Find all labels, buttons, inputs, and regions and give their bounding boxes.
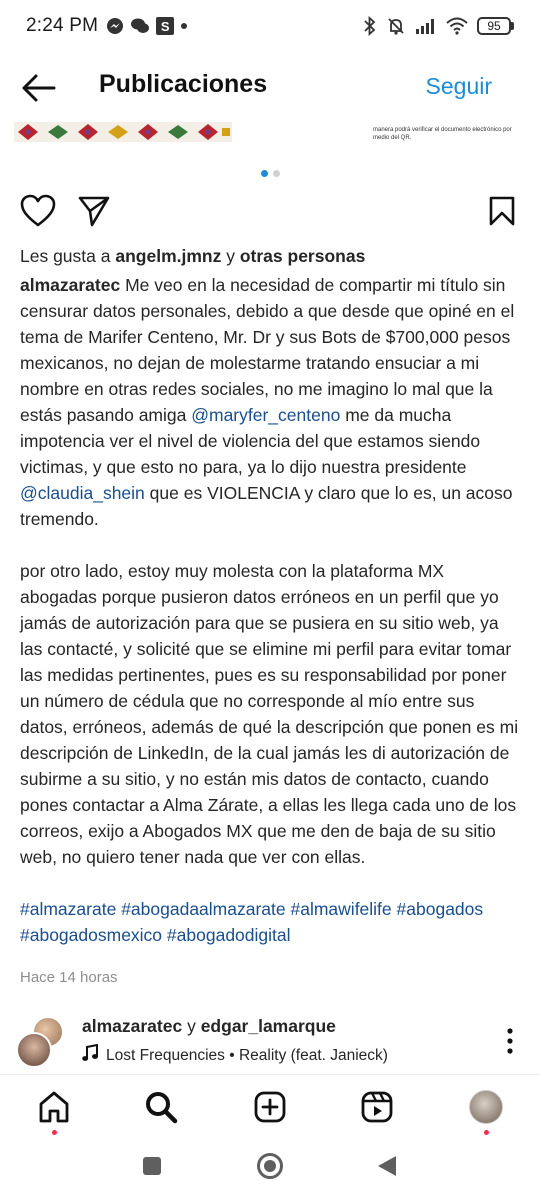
like-heart-icon[interactable] xyxy=(20,194,56,233)
post-timestamp: Hace 14 horas xyxy=(20,969,118,986)
caption-text-1c: que es VIOLENCIA y claro que lo es, un acoso tremendo. xyxy=(20,483,513,529)
caption-text-1a: Me veo en la necesidad de compartir mi título sin censurar datos personales, debido a que desde que opiné en el tema de Marifer Centeno, Mr. Dr y sus Bots de $700,000 pesos mexicanos, no dejan de molestarme tratando ensuciar a mi nombre en otras redes sociales, no me imagino lo mal que la estás pasando amiga xyxy=(20,275,515,425)
caption-text-1b: me da mucha impotencia ver el nivel de violencia del que estamos siendo victimas, y que esto no para, ya lo dijo nuestra presidente xyxy=(20,405,481,477)
collab-audio-row[interactable] xyxy=(0,1014,540,1072)
hashtag[interactable]: #almazarate xyxy=(20,899,117,919)
signal-icon xyxy=(415,18,437,34)
bottom-navigation xyxy=(0,1074,540,1138)
likes-summary[interactable] xyxy=(20,246,365,267)
hashtag[interactable]: #almawifelife xyxy=(290,899,392,919)
likes-prefix: Les gusta a xyxy=(20,246,116,266)
likes-user[interactable]: angelm.jmnz xyxy=(115,246,222,266)
follow-button[interactable]: Seguir xyxy=(425,73,492,99)
carousel-dot xyxy=(273,170,280,177)
reels-icon[interactable] xyxy=(359,1089,395,1125)
carousel-dot-active xyxy=(261,170,268,177)
dot-icon xyxy=(180,22,188,30)
collab-user-2[interactable]: edgar_lamarque xyxy=(200,1016,336,1036)
carousel-indicator xyxy=(0,170,540,177)
battery-indicator xyxy=(477,17,514,35)
mention-claudia[interactable]: @claudia_shein xyxy=(20,483,145,503)
messenger-icon xyxy=(106,17,124,35)
hashtag[interactable]: #abogadodigital xyxy=(166,925,291,945)
create-post-icon[interactable] xyxy=(252,1089,288,1125)
home-icon[interactable] xyxy=(36,1089,72,1125)
status-time: 2:24 PM xyxy=(26,15,99,36)
hashtag[interactable]: #abogadosmexico xyxy=(20,925,163,945)
home-circle-icon[interactable] xyxy=(256,1152,284,1185)
app-header xyxy=(0,58,540,118)
post-actions xyxy=(0,194,540,234)
music-attribution[interactable] xyxy=(82,1044,388,1067)
s-app-icon: S xyxy=(156,17,174,35)
collab-users[interactable] xyxy=(82,1016,336,1037)
likes-others[interactable]: otras personas xyxy=(239,246,366,266)
mute-icon xyxy=(386,16,406,36)
home-notification-dot xyxy=(52,1130,57,1135)
music-note-icon xyxy=(82,1044,98,1067)
avatar xyxy=(16,1032,52,1068)
caption-username[interactable]: almazaratec xyxy=(20,275,121,295)
system-navigation xyxy=(0,1140,540,1200)
back-arrow-icon[interactable] xyxy=(20,72,60,104)
caption-paragraph-1 xyxy=(20,272,520,532)
status-bar xyxy=(0,0,540,52)
mention-maryfer[interactable]: @maryfer_centeno xyxy=(191,405,341,425)
search-icon[interactable] xyxy=(143,1089,179,1125)
collab-user-1[interactable]: almazaratec xyxy=(82,1016,183,1036)
music-title: Lost Frequencies • Reality (feat. Janieck) xyxy=(106,1046,388,1064)
post-image[interactable] xyxy=(0,118,540,150)
profile-notification-dot xyxy=(484,1130,489,1135)
collab-avatars[interactable] xyxy=(16,1016,72,1068)
hashtag[interactable]: #abogadaalmazarate xyxy=(121,899,286,919)
recent-apps-icon[interactable] xyxy=(142,1156,162,1181)
share-send-icon[interactable] xyxy=(77,194,111,233)
likes-middle: y xyxy=(221,246,240,266)
chat-bubbles-icon xyxy=(130,17,150,35)
hashtag[interactable]: #abogados xyxy=(396,899,484,919)
wifi-icon xyxy=(446,17,468,35)
bookmark-icon[interactable] xyxy=(488,196,516,231)
post-caption xyxy=(20,272,520,948)
back-triangle-icon[interactable] xyxy=(376,1154,398,1183)
battery-level: 95 xyxy=(477,17,511,35)
bluetooth-icon xyxy=(363,16,377,36)
page-title: Publicaciones xyxy=(99,70,268,98)
document-text: manera podrá verificar el documento electrónico por medio del QR. xyxy=(373,127,512,141)
caption-paragraph-2: por otro lado, estoy muy molesta con la plataforma MX abogadas porque pusieron datos erróneos en un perfil que yo jamás de autorización para que se pusiera en su sitio web, ya las contacté, y solicité que se elimine mi perfil para evitar tomar las medidas pertinentes, pues es su responsabilidad por poner un número de cédula que no corresponde al mío entre sus datos, erróneos, además de qué la descripción que ponen es mi descripción de LinkedIn, de la cual jamás les di autorización de subirme a su sitio, y no están mis datos de contacto, cuando pones contactar a Alma Zárate, a ellas les llega cada uno de los correos, exijo a Abogados MX que me den de baja de su sitio web, no quiero tener nada que ver con ellas. xyxy=(20,561,519,867)
more-options-icon[interactable] xyxy=(506,1028,514,1054)
avatar xyxy=(469,1090,503,1124)
embroidery-pattern-decoration xyxy=(14,122,232,142)
profile-avatar[interactable] xyxy=(468,1089,504,1125)
hashtag-list xyxy=(20,896,520,948)
collab-joiner: y xyxy=(182,1016,201,1036)
